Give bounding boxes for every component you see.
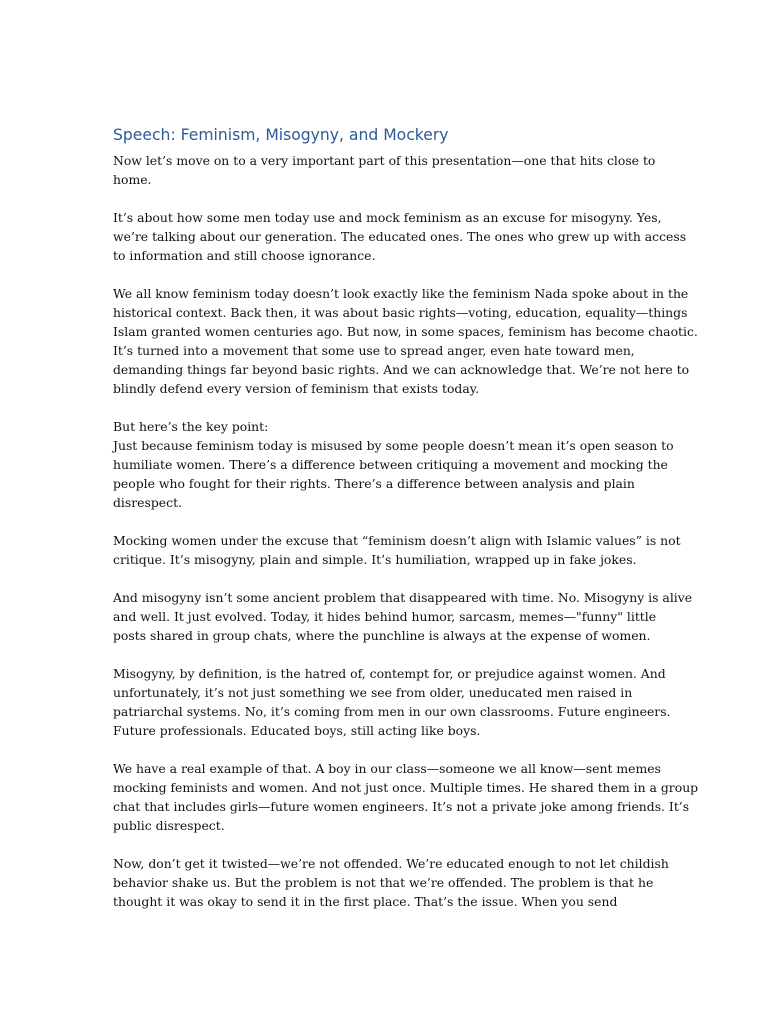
text-line: We have a real example of that. A boy in our class—someone we all know—sent memes [113,761,661,776]
paragraph-4 [113,417,674,512]
text-line: we’re talking about our generation. The educated ones. The ones who grew up with access [113,229,687,244]
text-line: It’s turned into a movement that some use to spread anger, even hate toward men, [113,343,635,358]
text-line: people who fought for their rights. There’s a difference between analysis and plain [113,476,635,491]
text-line: Just because feminism today is misused by some people doesn’t mean it’s open season to [113,438,674,453]
text-line: behavior shake us. But the problem is not that we’re offended. The problem is that he [113,875,654,890]
text-line: critique. It’s misogyny, plain and simple. It’s humiliation, wrapped up in fake jokes. [113,552,637,567]
paragraph-7 [113,664,671,740]
paragraph-3 [113,284,698,398]
paragraph-5 [113,531,681,569]
text-line: to information and still choose ignorance. [113,248,376,263]
text-line: Misogyny, by definition, is the hatred of, contempt for, or prejudice against women. And [113,666,666,681]
text-line: But here’s the key point: [113,419,269,434]
text-line: blindly defend every version of feminism that exists today. [113,381,480,396]
text-line: demanding things far beyond basic rights. And we can acknowledge that. We’re not here to [113,362,690,377]
text-line: patriarchal systems. No, it’s coming from men in our own classrooms. Future engineers. [113,704,671,719]
text-line: It’s about how some men today use and mock feminism as an excuse for misogyny. Yes, [113,210,662,225]
text-line: disrespect. [113,495,182,510]
text-line: Future professionals. Educated boys, still acting like boys. [113,723,481,738]
paragraph-2 [113,208,687,265]
text-line: and well. It just evolved. Today, it hides behind humor, sarcasm, memes—"funny" little [113,609,657,624]
text-line: Mocking women under the excuse that “feminism doesn’t align with Islamic values” is not [113,533,681,548]
text-line: humiliate women. There’s a difference between critiquing a movement and mocking the [113,457,668,472]
paragraph-1 [113,151,668,189]
paragraph-8 [113,759,699,835]
text-line: posts shared in group chats, where the punchline is always at the expense of women. [113,628,651,643]
text-line: We all know feminism today doesn’t look exactly like the feminism Nada spoke about in the [113,286,689,301]
paragraph-9 [113,854,668,911]
text-line: home. [113,172,152,187]
text-line: thought it was okay to send it in the first place. That’s the issue. When you send [113,894,618,909]
text-line: chat that includes girls—future women engineers. It’s not a private joke among friends. It’s [113,799,690,814]
paragraph-6 [113,588,693,645]
text-line: historical context. Back then, it was about basic rights—voting, education, equality—things [113,305,688,320]
text-line: And misogyny isn’t some ancient problem that disappeared with time. No. Misogyny is alive [113,590,693,605]
text-line: public disrespect. [113,818,225,833]
text-line: Islam granted women centuries ago. But now, in some spaces, feminism has become chaotic. [113,324,698,339]
text-line: mocking feminists and women. And not just once. Multiple times. He shared them in a group [113,780,699,795]
document-title: Speech: Feminism, Misogyny, and Mockery [113,126,449,144]
text-line: Now let’s move on to a very important part of this presentation—one that hits close to [113,153,656,168]
text-line: Now, don’t get it twisted—we’re not offended. We’re educated enough to not let childish [113,856,669,871]
text-line: unfortunately, it’s not just something we see from older, uneducated men raised in [113,685,633,700]
